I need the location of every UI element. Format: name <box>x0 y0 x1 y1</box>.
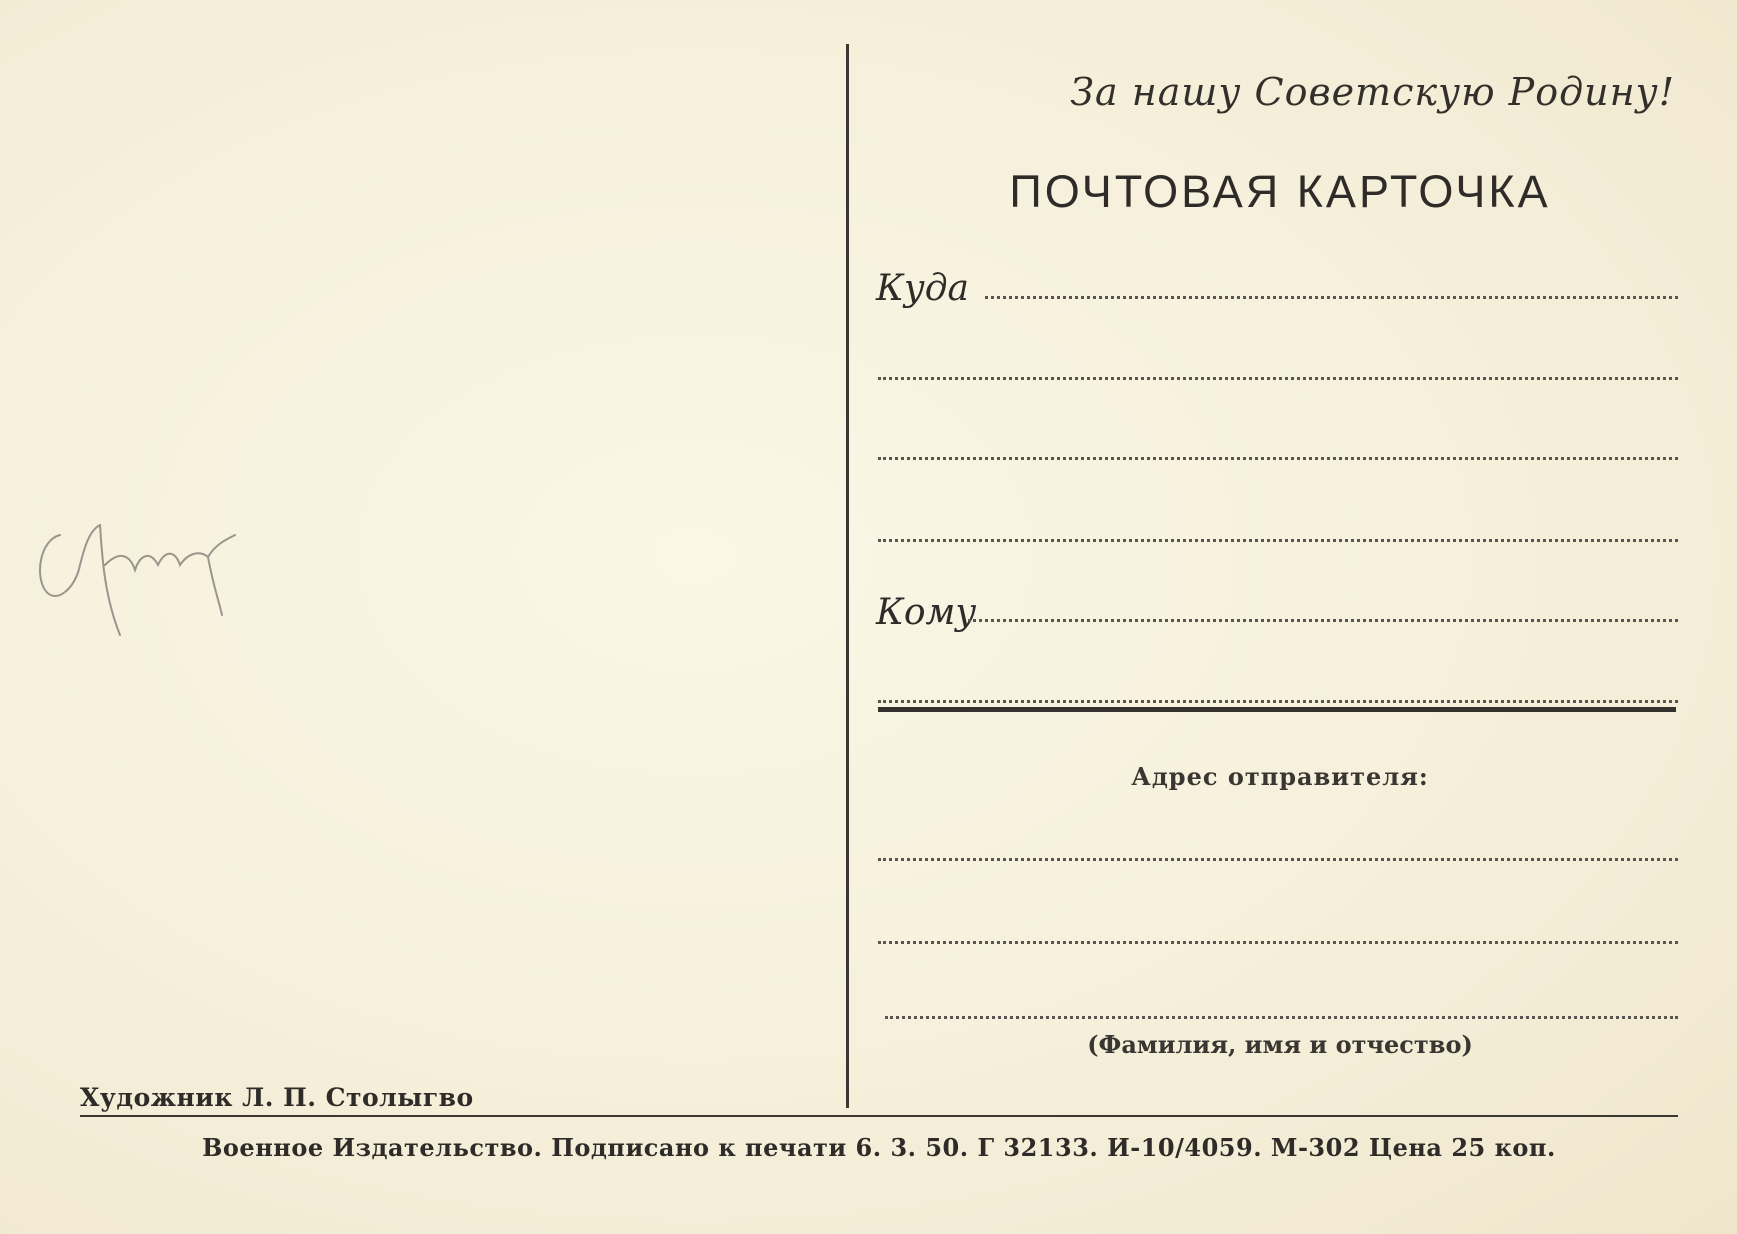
address-separator-rule <box>878 707 1676 712</box>
sender-name-note: (Фамилия, имя и отчество) <box>1087 1030 1473 1059</box>
sender-line-1[interactable] <box>878 858 1678 861</box>
bottom-rule <box>80 1115 1678 1117</box>
address-line-3[interactable] <box>878 457 1678 460</box>
motto: За нашу Советскую Родину! <box>1070 70 1675 114</box>
address-line-1[interactable] <box>985 296 1678 299</box>
center-divider <box>846 44 849 1108</box>
artist-credit: Художник Л. П. Столыгво <box>80 1083 474 1112</box>
whom-label: Кому <box>876 592 977 633</box>
address-line-4[interactable] <box>878 539 1678 542</box>
sender-line-3[interactable] <box>885 1016 1678 1019</box>
card-title: ПОЧТОВАЯ КАРТОЧКА <box>1009 166 1551 217</box>
recipient-line-1[interactable] <box>968 619 1678 622</box>
to-label: Куда <box>876 268 970 309</box>
recipient-line-2[interactable] <box>878 700 1678 703</box>
sender-address-label: Адрес отправителя: <box>1131 762 1429 791</box>
address-line-2[interactable] <box>878 377 1678 380</box>
sender-line-2[interactable] <box>878 941 1678 944</box>
handwritten-signature <box>30 495 250 645</box>
publisher-imprint: Военное Издательство. Подписано к печати 6. 3. 50. Г 32133. И-10/4059. М-302 Цена 25 коп. <box>202 1133 1556 1162</box>
